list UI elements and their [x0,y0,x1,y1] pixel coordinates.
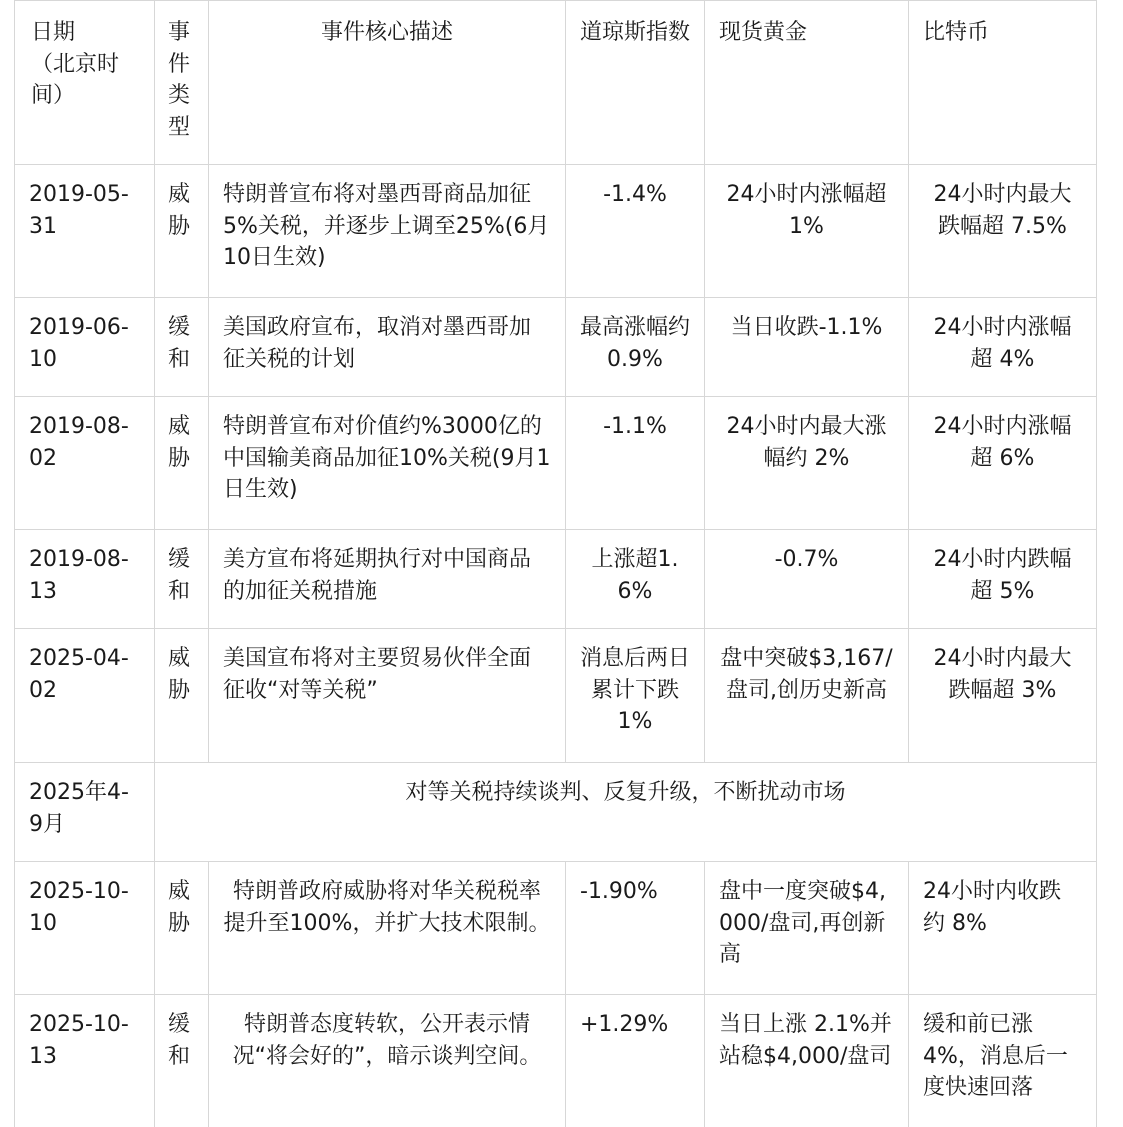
cell-dow: -1.1% [566,397,705,530]
cell-btc: 24小时内收跌约 8% [909,862,1097,995]
cell-date: 2025-04-02 [15,629,155,763]
cell-btc: 缓和前已涨4%，消息后一度快速回落 [909,995,1097,1127]
cell-date: 2019-08-13 [15,530,155,629]
cell-description: 特朗普政府威胁将对华关税税率提升至100%，并扩大技术限制。 [209,862,566,995]
header-dow: 道琼斯指数 [566,1,705,165]
cell-type: 缓和 [155,995,209,1127]
table-row [15,995,1097,1127]
cell-gold: 24小时内最大涨幅约 2% [705,397,909,530]
tariff-market-impact-table [14,0,1096,1127]
cell-type: 威胁 [155,629,209,763]
cell-date: 2025年4-9月 [15,763,155,862]
header-gold: 现货黄金 [705,1,909,165]
cell-btc: 24小时内最大跌幅超 7.5% [909,165,1097,298]
header-description: 事件核心描述 [209,1,566,165]
cell-date: 2019-08-02 [15,397,155,530]
cell-type: 威胁 [155,165,209,298]
cell-btc: 24小时内涨幅超 4% [909,298,1097,397]
cell-description: 特朗普宣布对价值约%3000亿的中国输美商品加征10%关税(9月1日生效) [209,397,566,530]
cell-gold: 当日上涨 2.1%并站稳$4,000/盘司 [705,995,909,1127]
cell-type: 缓和 [155,298,209,397]
cell-gold: -0.7% [705,530,909,629]
cell-dow: 最高涨幅约 0.9% [566,298,705,397]
cell-description: 美国宣布将对主要贸易伙伴全面征收“对等关税” [209,629,566,763]
cell-dow: 上涨超1.6% [566,530,705,629]
cell-gold: 24小时内涨幅超1% [705,165,909,298]
cell-dow: +1.29% [566,995,705,1127]
cell-btc: 24小时内涨幅超 6% [909,397,1097,530]
header-date: 日期 （北京时间） [15,1,155,165]
table-row [15,298,1097,397]
cell-gold: 当日收跌-1.1% [705,298,909,397]
cell-dow: 消息后两日累计下跌 1% [566,629,705,763]
cell-date: 2025-10-13 [15,995,155,1127]
table-wrapper [14,0,1096,1127]
table-row [15,530,1097,629]
cell-dow: -1.4% [566,165,705,298]
cell-gold: 盘中一度突破$4,000/盘司,再创新高 [705,862,909,995]
table-row [15,397,1097,530]
header-btc: 比特币 [909,1,1097,165]
cell-description: 特朗普态度转软，公开表示情况“将会好的”，暗示谈判空间。 [209,995,566,1127]
right-border-line [1096,0,1097,1127]
cell-merged-description: 对等关税持续谈判、反复升级，不断扰动市场 [155,763,1097,862]
cell-date: 2025-10-10 [15,862,155,995]
table-row [15,165,1097,298]
cell-description: 美国政府宣布，取消对墨西哥加征关税的计划 [209,298,566,397]
header-row [15,1,1097,165]
cell-dow: -1.90% [566,862,705,995]
table-row-merged [15,763,1097,862]
cell-date: 2019-05-31 [15,165,155,298]
cell-gold: 盘中突破$3,167/盘司,创历史新高 [705,629,909,763]
cell-type: 威胁 [155,862,209,995]
cell-date: 2019-06-10 [15,298,155,397]
cell-btc: 24小时内跌幅超 5% [909,530,1097,629]
cell-type: 威胁 [155,397,209,530]
cell-type: 缓和 [155,530,209,629]
table-row [15,862,1097,995]
cell-btc: 24小时内最大跌幅超 3% [909,629,1097,763]
cell-description: 特朗普宣布将对墨西哥商品加征5%关税，并逐步上调至25%(6月10日生效) [209,165,566,298]
header-type: 事件类型 [155,1,209,165]
table-row [15,629,1097,763]
cell-description: 美方宣布将延期执行对中国商品的加征关税措施 [209,530,566,629]
